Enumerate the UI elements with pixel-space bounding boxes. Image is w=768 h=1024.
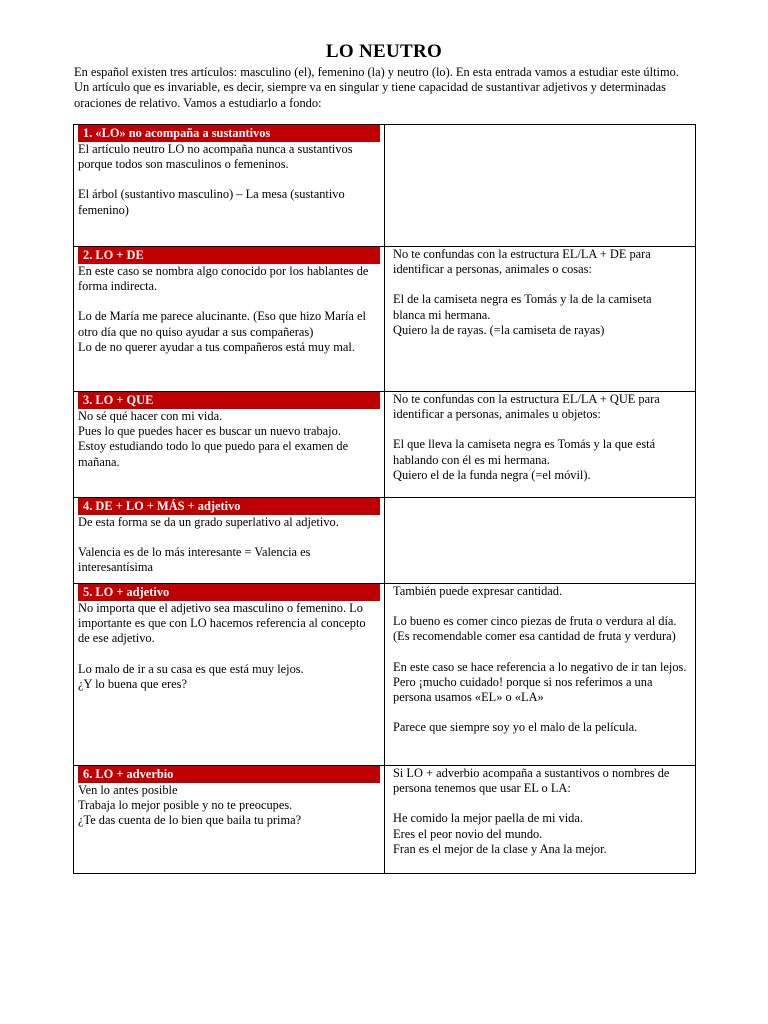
example-text: El árbol (sustantivo masculino) – La mesa (sustantivo femenino) <box>78 187 345 217</box>
section-right-cell <box>385 247 696 392</box>
note-text: También puede expresar cantidad. <box>393 584 563 598</box>
note-text: El de la camiseta negra es Tomás y la de la camiseta blanca mi hermana. <box>393 292 652 322</box>
section-left-cell <box>74 125 385 247</box>
table-row <box>74 584 696 766</box>
example-text: Lo de no querer ayudar a tus compañeros está muy mal. <box>78 339 355 354</box>
section-left-cell <box>74 392 385 498</box>
example-text: El artículo neutro LO no acompaña nunca a sustantivos porque todos son masculinos o femeninos. <box>78 142 353 172</box>
spacer <box>393 599 687 614</box>
note-text: No te confundas con la estructura EL/LA + DE para identificar a personas, animales o cosas: <box>393 247 651 277</box>
section-left-cell <box>74 766 385 874</box>
spacer <box>78 530 380 545</box>
spacer <box>393 705 687 720</box>
example-text: Pues lo que puedes hacer es buscar un nuevo trabajo. <box>78 424 341 439</box>
spacer <box>78 647 380 662</box>
section-left-cell <box>74 247 385 392</box>
example-text: Valencia es de lo más interesante = Valencia es interesantísima <box>78 545 311 575</box>
section-header: 4. DE + LO + MÁS + adjetivo <box>78 498 380 515</box>
section-right-cell <box>385 766 696 874</box>
note-text: Parece que siempre soy yo el malo de la película. <box>393 720 638 735</box>
section-right-cell <box>385 584 696 766</box>
spacer <box>78 294 380 309</box>
section-right-cell <box>385 498 696 584</box>
section-header: 1. «LO» no acompaña a sustantivos <box>78 125 380 142</box>
note-text: En este caso se hace referencia a lo negativo de ir tan lejos. Pero ¡mucho cuidado! porque si nos referimos a una persona usamos «EL» o «LA» <box>393 659 687 705</box>
example-text: Lo de María me parece alucinante. (Eso que hizo María el otro día que no quiso ayudar a sus compañeras) <box>78 309 366 339</box>
section-left-cell <box>74 498 385 584</box>
document-title: LO NEUTRO <box>325 41 443 62</box>
example-text: Lo malo de ir a su casa es que está muy lejos. <box>78 661 304 676</box>
spacer <box>393 277 687 292</box>
note-text: He comido la mejor paella de mi vida. <box>393 811 583 826</box>
note-text: Lo bueno es comer cinco piezas de fruta o verdura al día. (Es recomendable comer esa cantidad de fruta y verdura) <box>393 614 677 644</box>
spacer <box>393 796 687 811</box>
example-text: Ven lo antes posible <box>78 783 178 797</box>
note-text: Eres el peor novio del mundo. <box>393 826 543 841</box>
section-header: 5. LO + adjetivo <box>78 584 380 601</box>
spacer <box>393 645 687 660</box>
table-row <box>74 247 696 392</box>
example-text: Trabaja lo mejor posible y no te preocupes. <box>78 798 293 813</box>
note-text: Si LO + adverbio acompaña a sustantivos o nombres de persona tenemos que usar EL o LA: <box>393 766 670 796</box>
grammar-table <box>73 124 696 874</box>
intro-paragraph: En español existen tres artículos: masculino (el), femenino (la) y neutro (lo). En esta entrada vamos a estudiar este último. Un artículo que es invariable, es decir, siempre va en singular y tiene capacidad de sustantivar adjetivos y determinadas oraciones de relativo. Vamos a estudiarlo a fondo: <box>74 65 679 110</box>
spacer <box>78 172 380 187</box>
table-row <box>74 498 696 584</box>
section-header: 3. LO + QUE <box>78 392 380 409</box>
table-row <box>74 766 696 874</box>
note-text: El que lleva la camiseta negra es Tomás y la que está hablando con él es mi hermana. <box>393 437 656 467</box>
section-right-cell <box>385 392 696 498</box>
example-text: ¿Y lo buena que eres? <box>78 676 187 691</box>
section-header: 2. LO + DE <box>78 247 380 264</box>
section-header: 6. LO + adverbio <box>78 766 380 783</box>
table-row <box>74 125 696 247</box>
note-text: No te confundas con la estructura EL/LA + QUE para identificar a personas, animales u objetos: <box>393 392 660 422</box>
example-text: No importa que el adjetivo sea masculino o femenino. Lo importante es que con LO hacemos referencia al concepto de ese adjetivo. <box>78 601 366 646</box>
example-text: De esta forma se da un grado superlativo al adjetivo. <box>78 515 339 529</box>
example-text: En este caso se nombra algo conocido por los hablantes de forma indirecta. <box>78 264 369 294</box>
example-text: ¿Te das cuenta de lo bien que baila tu prima? <box>78 813 302 828</box>
example-text: Estoy estudiando todo lo que puedo para el examen de mañana. <box>78 439 349 469</box>
table-row <box>74 392 696 498</box>
note-text: Quiero el de la funda negra (=el móvil). <box>393 467 591 482</box>
section-left-cell <box>74 584 385 766</box>
note-text: Fran es el mejor de la clase y Ana la mejor. <box>393 841 607 856</box>
spacer <box>393 422 687 437</box>
example-text: No sé qué hacer con mi vida. <box>78 409 223 423</box>
note-text: Quiero la de rayas. (=la camiseta de rayas) <box>393 322 605 337</box>
section-right-cell <box>385 125 696 247</box>
